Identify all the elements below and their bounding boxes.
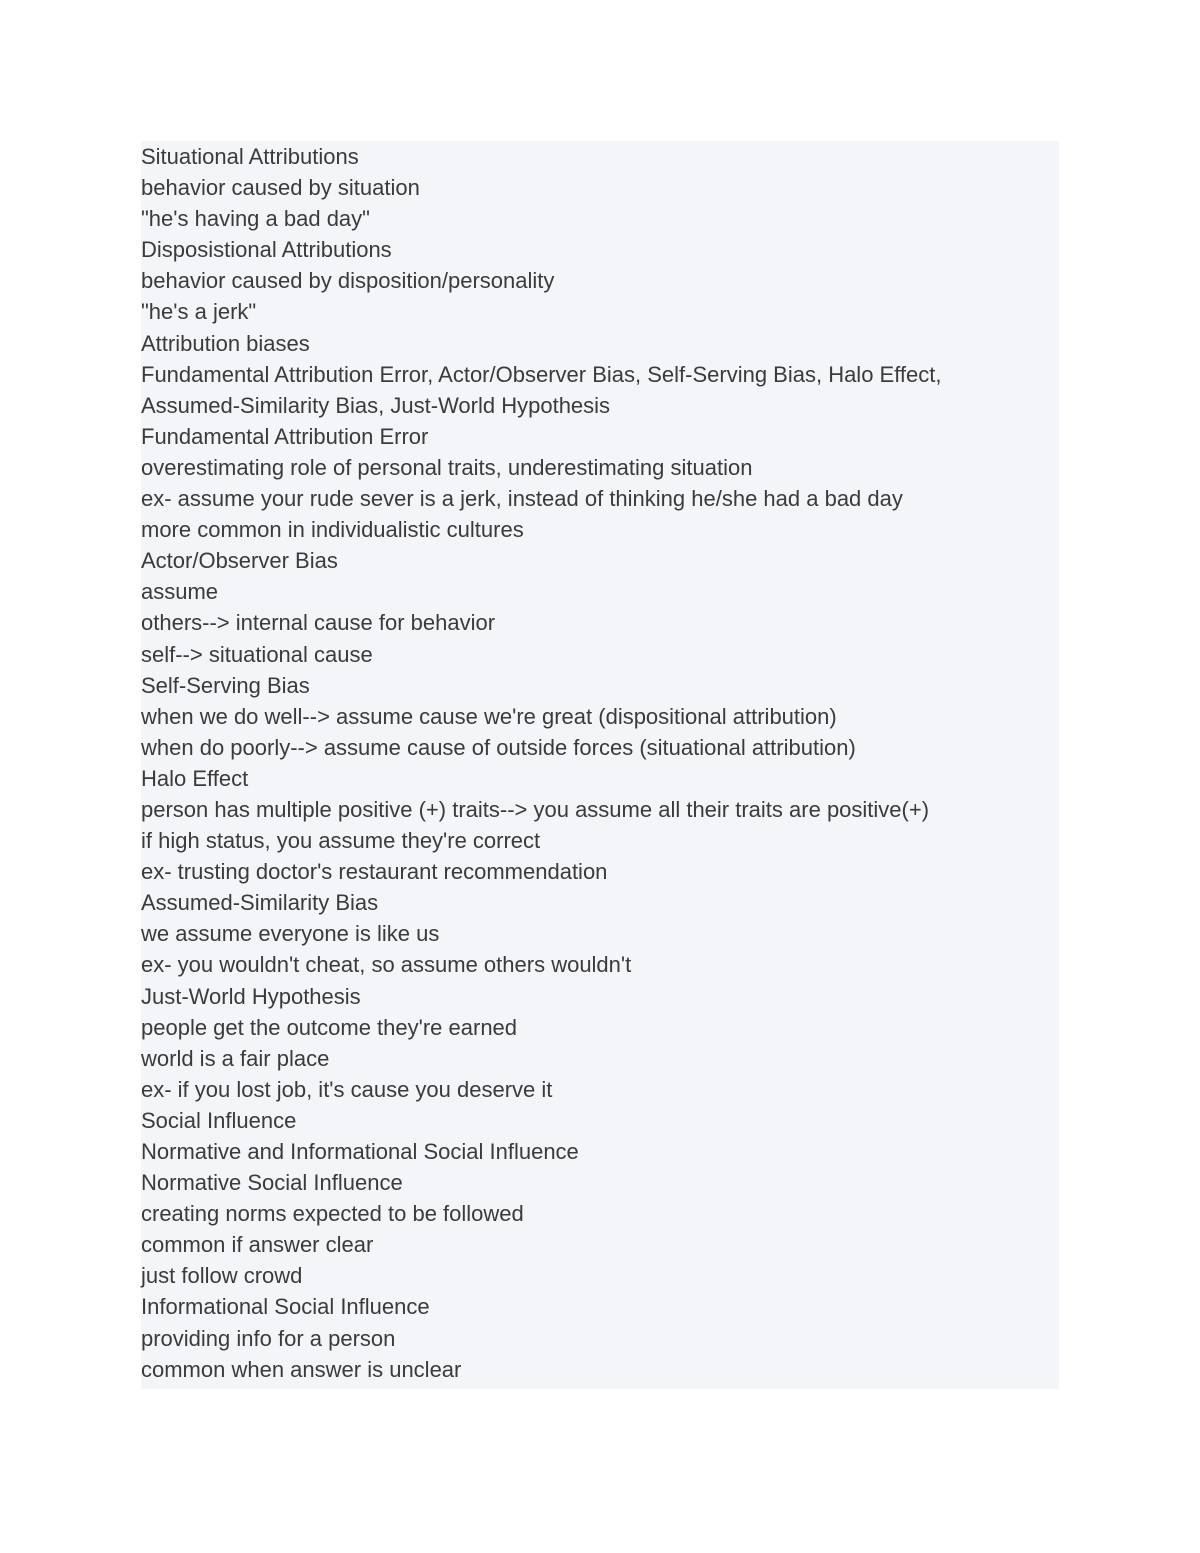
note-line: behavior caused by disposition/personality bbox=[141, 268, 555, 294]
note-line: creating norms expected to be followed bbox=[141, 1201, 524, 1227]
note-line: Attribution biases bbox=[141, 330, 310, 356]
note-line: Assumed-Similarity Bias, Just-World Hypothesis bbox=[141, 392, 611, 418]
note-line: Just-World Hypothesis bbox=[141, 983, 361, 1009]
note-line: ex- if you lost job, it's cause you deserve it bbox=[141, 1076, 553, 1102]
note-line: Situational Attributions bbox=[141, 144, 359, 169]
note-line: common if answer clear bbox=[141, 1232, 374, 1258]
note-line: Assumed-Similarity Bias bbox=[141, 890, 379, 916]
note-line: self--> situational cause bbox=[141, 641, 373, 667]
note-line: Normative and Informational Social Influence bbox=[141, 1139, 579, 1164]
note-line: Fundamental Attribution Error bbox=[141, 423, 429, 449]
note-line: Social Influence bbox=[141, 1107, 297, 1133]
note-line: if high status, you assume they're correct bbox=[141, 828, 541, 854]
note-line: "he's having a bad day" bbox=[141, 206, 370, 232]
note-line: Actor/Observer Bias bbox=[141, 548, 338, 574]
note-line: Normative Social Influence bbox=[141, 1170, 403, 1196]
note-line: others--> internal cause for behavior bbox=[141, 610, 496, 636]
note-line: we assume everyone is like us bbox=[141, 921, 440, 947]
note-line: Fundamental Attribution Error, Actor/Observer Bias, Self-Serving Bias, Halo Effect, bbox=[141, 361, 942, 387]
note-line: behavior caused by situation bbox=[141, 175, 420, 201]
note-line: people get the outcome they're earned bbox=[141, 1014, 518, 1040]
note-line: world is a fair place bbox=[141, 1045, 330, 1071]
note-line: Halo Effect bbox=[141, 765, 249, 791]
note-line: when do poorly--> assume cause of outside forces (situational attribution) bbox=[141, 734, 856, 760]
note-line: when we do well--> assume cause we're great (dispositional attribution) bbox=[141, 703, 837, 729]
note-line: providing info for a person bbox=[141, 1325, 396, 1351]
note-line: ex- you wouldn't cheat, so assume others wouldn't bbox=[141, 952, 632, 978]
note-line: "he's a jerk" bbox=[141, 299, 257, 325]
notes-block bbox=[141, 141, 1059, 1389]
notes-lines bbox=[141, 141, 1059, 1385]
note-line: just follow crowd bbox=[141, 1263, 303, 1289]
note-line: ex- trusting doctor's restaurant recommendation bbox=[141, 859, 608, 885]
note-line: Self-Serving Bias bbox=[141, 672, 310, 698]
note-line: assume bbox=[141, 579, 219, 605]
note-line: ex- assume your rude sever is a jerk, instead of thinking he/she had a bad day bbox=[141, 486, 903, 512]
note-line: Informational Social Influence bbox=[141, 1294, 430, 1320]
note-line: more common in individualistic cultures bbox=[141, 517, 524, 543]
note-line: person has multiple positive (+) traits--> you assume all their traits are positive(+) bbox=[141, 796, 930, 822]
note-line: overestimating role of personal traits, underestimating situation bbox=[141, 454, 753, 480]
note-line: common when answer is unclear bbox=[141, 1356, 462, 1382]
note-line: Disposistional Attributions bbox=[141, 237, 392, 263]
